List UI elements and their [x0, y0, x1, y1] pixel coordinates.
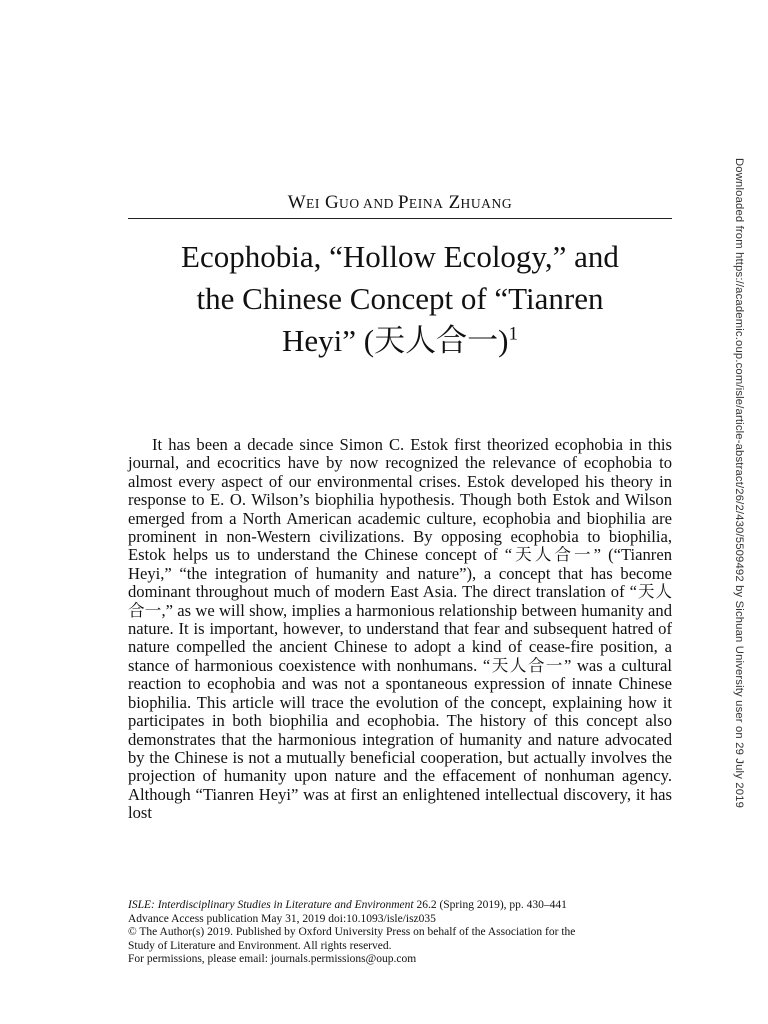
download-watermark: Downloaded from https://academic.oup.com/isle/article-abstract/26/2/430/5509492 by Sichuan University user on 29 July 2019: [733, 158, 745, 809]
author-4-initial: Z: [448, 192, 461, 213]
title-rule: [128, 218, 672, 219]
title-line-2: the Chinese Concept of “Tianren: [196, 281, 604, 316]
author-conjunction: AND: [359, 196, 398, 211]
author-2-initial: G: [325, 192, 340, 213]
permissions-line: For permissions, please email: journals.permissions@oup.com: [128, 953, 417, 966]
author-3-initial: P: [398, 192, 409, 213]
author-names: [128, 192, 672, 214]
title-line-1: Ecophobia, “Hollow Ecology,” and: [181, 239, 619, 274]
publication-footnote: [128, 899, 688, 967]
copyright-line-2: Study of Literature and Environment. All rights reserved.: [128, 939, 392, 952]
author-1-rest: EI: [305, 196, 320, 211]
journal-citation: 26.2 (Spring 2019), pp. 430–441: [413, 899, 567, 911]
article-title: [128, 236, 672, 362]
access-line: Advance Access publication May 31, 2019 doi:10.1093/isle/isz035: [128, 912, 436, 925]
author-1-initial: W: [287, 192, 306, 213]
author-3-rest: EINA: [408, 196, 444, 211]
title-line-3-text: Heyi” (天人合一): [282, 323, 509, 358]
author-2-rest: UO: [339, 196, 360, 211]
footnote-citation-line: [128, 899, 688, 913]
body-paragraph: It has been a decade since Simon C. Estok first theorized ecophobia in this journal, and ecocritics have by now recognized the relevance of ecophobia to almost every aspect of our environmental crises. Estok developed his theory in response to E. O. Wilson’s biophilia hypothesis. Though both Estok and Wilson emerged from a North American academic culture, ecophobia and biophilia are prominent in non-Western civilizations. By opposing ecophobia to biophilia, Estok helps us to understand the Chinese concept of “天人合一” (“Tianren Heyi,” “the integration of humanity and nature”), a concept that has become dominant throughout much of modern East Asia. The direct translation of “天人合一,” as we will show, implies a harmonious relationship between humanity and nature. It is important, however, to understand that fear and subsequent hatred of nature compelled the ancient Chinese to adopt a kind of cease-fire position, a stance of harmonious coexistence with nonhumans. “天人合一” was a cultural reaction to ecophobia and was not a spontaneous expression of innate Chinese biophilia. This article will trace the evolution of the concept, explaining how it participates in both biophilia and ecophobia. The history of this concept also demonstrates that the harmonious integration of humanity and nature advocated by the Chinese is not a mutually beneficial cooperation, but actually involves the projection of humanity upon nature and the effacement of nonhuman agency. Although “Tianren Heyi” was at first an enlightened intellectual discovery, it has lost: [128, 435, 672, 823]
title-line-3: [128, 320, 672, 362]
journal-name: ISLE: Interdisciplinary Studies in Literature and Environment: [128, 899, 414, 911]
footnote-marker[interactable]: 1: [508, 323, 518, 345]
author-4-rest: HUANG: [460, 196, 513, 211]
copyright-line-1: © The Author(s) 2019. Published by Oxford University Press on behalf of the Association for the: [128, 926, 576, 939]
